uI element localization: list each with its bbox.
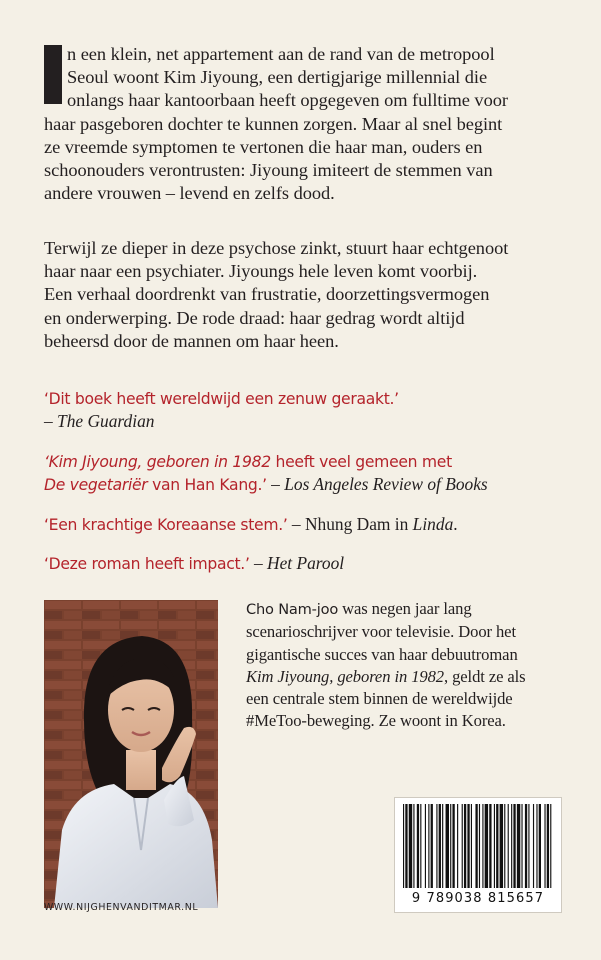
intro-line: n een klein, net appartement aan de rand van de metropool [67, 44, 495, 64]
synopsis-line: Terwijl ze dieper in deze psychose zinkt, stuurt haar echtgenoot [44, 238, 509, 258]
review-quote-guardian [44, 388, 399, 432]
author-bio [246, 598, 526, 733]
quote-source: – Het Parool [249, 553, 345, 573]
intro-paragraph [44, 43, 508, 205]
quote-title-italic: ‘Kim Jiyoung, geboren in 1982 [44, 453, 271, 471]
synopsis-line: en onderwerping. De rode draad: haar gedrag wordt altijd [44, 307, 465, 328]
quote-text: ‘Dit boek heeft wereldwijd een zenuw geraakt.’ [44, 390, 399, 408]
quote-source: – Nhung Dam in [287, 514, 413, 534]
bio-text: #MeToo-beweging. Ze woont in Korea. [246, 711, 506, 731]
quote-source: – The Guardian [44, 411, 155, 431]
bio-text: was negen jaar lang [338, 599, 472, 618]
quote-text: heeft veel gemeen met [270, 453, 452, 471]
quote-source: – Los Angeles Review of Books [266, 474, 488, 494]
intro-line: schoonouders verontrusten: Jiyoung imiteert de stemmen van [44, 160, 493, 181]
quote-text: ‘Een krachtige Koreaanse stem.’ [44, 516, 288, 534]
review-quote-la-review [44, 450, 488, 496]
publisher-website: WWW.NIJGHENVANDITMAR.NL [44, 902, 199, 913]
synopsis-line: Een verhaal doordrenkt van frustratie, doorzettingsvermogen [44, 284, 490, 305]
synopsis-paragraph [44, 237, 508, 353]
intro-line: andere vrouwen – levend en zelfs dood. [44, 183, 335, 204]
review-quote-parool [44, 552, 344, 575]
isbn-barcode [394, 797, 562, 913]
quote-source-end: . [453, 514, 458, 534]
bio-text: een centrale stem binnen de wereldwijde [246, 689, 513, 709]
bio-text: scenarioschrijver voor televisie. Door het [246, 622, 516, 642]
author-photo [44, 600, 218, 908]
quote-text: van Han Kang.’ [147, 476, 267, 494]
quote-title-italic: De vegetariër [44, 476, 148, 494]
synopsis-line: haar naar een psychiater. Jiyoungs hele leven komt voorbij. [44, 261, 478, 282]
barcode-bars [401, 804, 555, 888]
intro-line: haar pasgeboren dochter te kunnen zorgen. Maar al snel begint [44, 113, 503, 134]
review-quote-linda [44, 513, 458, 536]
isbn-number: 9 789038 815657 [411, 891, 545, 906]
author-name: Cho Nam-joo [246, 601, 339, 618]
intro-line: Seoul woont Kim Jiyoung, een dertigjarige millennial die [67, 67, 488, 88]
intro-line: onlangs haar kantoorbaan heeft opgegeven om fulltime voor [67, 90, 508, 111]
book-title: Kim Jiyoung, geboren in 1982 [246, 666, 444, 686]
intro-line: ze vreemde symptomen te vertonen die haar man, ouders en [44, 136, 483, 157]
quote-text: ‘Deze roman heeft impact.’ [44, 555, 250, 573]
bio-text: gigantische succes van haar debuutroman [246, 644, 518, 664]
bio-text: , geldt ze als [444, 666, 526, 686]
quote-source-magazine: Linda [412, 514, 454, 534]
synopsis-line: beheersd door de mannen om haar heen. [44, 330, 339, 351]
